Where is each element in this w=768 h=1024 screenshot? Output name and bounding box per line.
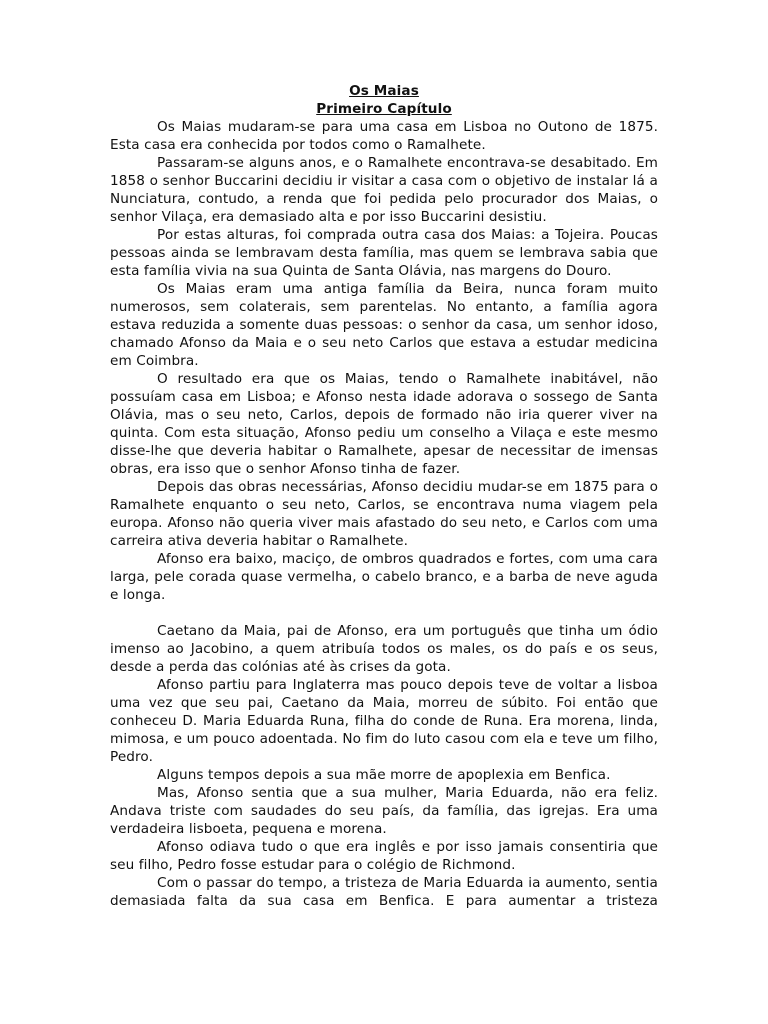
paragraph: Os Maias eram uma antiga família da Beira, nunca foram muito numerosos, sem colaterais, sem parentelas. No entanto, a família agora estava reduzida a somente duas pessoas: o senhor da casa, um senhor idoso, chamado Afonso da Maia e o seu neto Carlos que estava a estudar medicina em Coimbra.: [110, 281, 658, 369]
paragraph: Os Maias mudaram-se para uma casa em Lisboa no Outono de 1875. Esta casa era conhecida por todos como o Ramalhete.: [110, 119, 658, 153]
document-title: Os Maias: [349, 83, 419, 99]
paragraph: Alguns tempos depois a sua mãe morre de apoplexia em Benfica.: [157, 767, 611, 783]
paragraph: Depois das obras necessárias, Afonso decidiu mudar-se em 1875 para o Ramalhete enquanto o seu neto, Carlos, se encontrava numa viagem pela europa. Afonso não queria viver mais afastado do seu neto, e Carlos com uma carreira ativa deveria habitar o Ramalhete.: [110, 479, 658, 549]
paragraph: Afonso partiu para Inglaterra mas pouco depois teve de voltar a lisboa uma vez que seu pai, Caetano da Maia, morreu de súbito. Foi então que conheceu D. Maria Eduarda Runa, filha do conde de Runa. Era morena, linda, mimosa, e um pouco adoentada. No fim do luto casou com ela e teve um filho, Pedro.: [110, 677, 658, 765]
paragraph: O resultado era que os Maias, tendo o Ramalhete inabitável, não possuíam casa em Lisboa; e Afonso nesta idade adorava o sossego de Santa Olávia, mas o seu neto, Carlos, depois de formado não iria querer viver na quinta. Com esta situação, Afonso pediu um conselho a Vilaça e este mesmo disse-lhe que deveria habitar o Ramalhete, apesar de necessitar de imensas obras, era isso que o senhor Afonso tinha de fazer.: [110, 371, 658, 477]
paragraph: Caetano da Maia, pai de Afonso, era um português que tinha um ódio imenso ao Jacobino, a quem atribuía todos os males, os do país e os seus, desde a perda das colónias até às crises da gota.: [110, 623, 658, 675]
paragraph-last: Com o passar do tempo, a tristeza de Maria Eduarda ia aumento, sentia demasiada falta da sua casa em Benfica. E para aumentar a tristeza: [110, 875, 658, 909]
document-page: [110, 82, 658, 910]
paragraph: Por estas alturas, foi comprada outra casa dos Maias: a Tojeira. Poucas pessoas ainda se lembravam desta família, mas quem se lembrava sabia que esta família vivia na sua Quinta de Santa Olávia, nas margens do Douro.: [110, 227, 658, 279]
paragraph: Passaram-se alguns anos, e o Ramalhete encontrava-se desabitado. Em 1858 o senhor Buccarini decidiu ir visitar a casa com o objetivo de instalar lá a Nunciatura, contudo, a renda que foi pedida pelo procurador dos Maias, o senhor Vilaça, era demasiado alta e por isso Buccarini desistiu.: [110, 155, 658, 225]
paragraph: Mas, Afonso sentia que a sua mulher, Maria Eduarda, não era feliz. Andava triste com saudades do seu país, da família, das igrejas. Era uma verdadeira lisboeta, pequena e morena.: [110, 785, 658, 837]
paragraph: Afonso odiava tudo o que era inglês e por isso jamais consentiria que seu filho, Pedro fosse estudar para o colégio de Richmond.: [110, 839, 658, 873]
paragraph: Afonso era baixo, maciço, de ombros quadrados e fortes, com uma cara larga, pele corada quase vermelha, o cabelo branco, e a barba de neve aguda e longa.: [110, 551, 658, 603]
paragraph-spacer: [110, 604, 658, 622]
chapter-title: Primeiro Capítulo: [316, 101, 452, 117]
